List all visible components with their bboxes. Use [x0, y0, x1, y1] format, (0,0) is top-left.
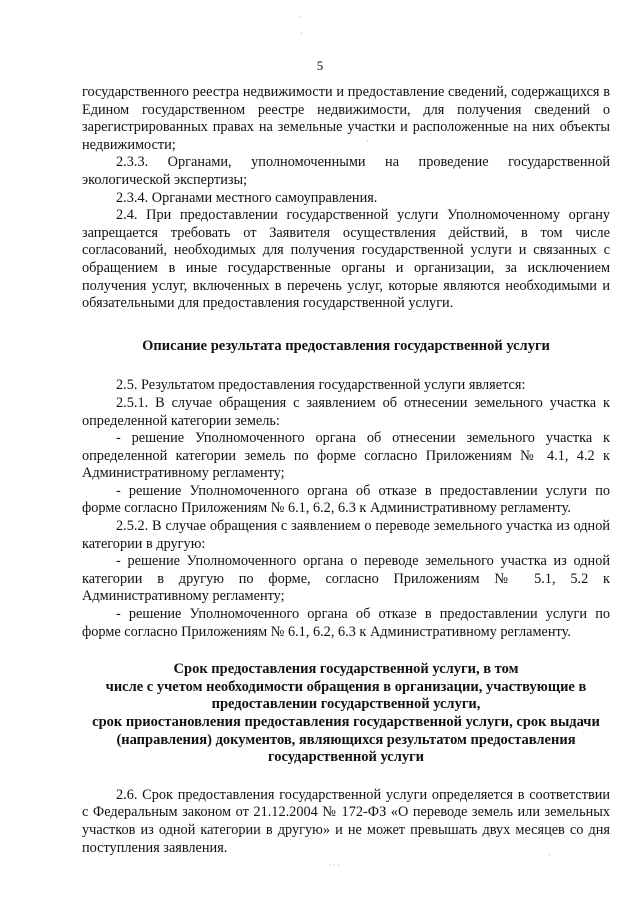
- heading-term-line: государственной услуги: [267, 749, 425, 766]
- paragraph-2-4: 2.4. При предоставлении государственной услуги Уполномоченному органу запрещается требовать от Заявителя осуществления действий, в том числе согласований, необходимых для получения государственной услуги и связанных с обращением в иные государственные органы и организации, за исключением получения услуг, включенных в перечень услуг, которые являются необходимыми и обязательными для предоставления государственной услуги.: [82, 207, 610, 312]
- scan-speck: ·: [298, 13, 301, 22]
- paragraph-2-5-2: 2.5.2. В случае обращения с заявлением о переводе земельного участка из одной категории в другую:: [82, 518, 610, 552]
- list-item-decision-assign: - решение Уполномоченного органа об отнесении земельного участка к определенной категории земель по форме согласно Приложениям № 4.1, 4.2 к Административному регламенту;: [82, 430, 610, 482]
- paragraph-2-6: 2.6. Срок предоставления государственной услуги определяется в соответствии с Федеральным законом от 21.12.2004 № 172-ФЗ «О переводе земель или земельных участков из одной категории в другую» и не может превышать двух месяцев со дня поступления заявления.: [82, 786, 610, 856]
- paragraph-2-3-3: 2.3.3. Органами, уполномоченными на проведение государственной экологической экспертизы;: [82, 154, 610, 188]
- list-item-decision-refuse-1: - решение Уполномоченного органа об отказе в предоставлении услуги по форме согласно Приложениям № 6.1, 6.2, 6.3 к Административному регламенту.: [82, 482, 610, 517]
- scan-speck: ·: [548, 851, 551, 860]
- heading-term-line: числе с учетом необходимости обращения в организации, участвующие в: [105, 678, 587, 695]
- scan-speck: ·: [366, 137, 369, 146]
- heading-term-line: Срок предоставления государственной услуги, в том: [173, 661, 519, 678]
- list-item-decision-transfer: - решение Уполномоченного органа о переводе земельного участка из одной категории в другую по форме, согласно Приложениям № 5.1, 5.2 к Административному регламенту;: [82, 553, 610, 605]
- scan-speck: · · ·: [328, 861, 340, 870]
- heading-term-line: предоставлении государственной услуги,: [211, 696, 481, 713]
- scan-speck: ·: [300, 29, 303, 38]
- page-number: 5: [316, 58, 324, 73]
- heading-term-line: срок приостановления предоставления государственной услуги, срок выдачи: [92, 714, 600, 730]
- list-item-decision-refuse-2: - решение Уполномоченного органа об отказе в предоставлении услуги по форме согласно Приложениям № 6.1, 6.2, 6.3 к Административному регламенту.: [82, 606, 610, 640]
- document-body: [82, 84, 610, 857]
- paragraph-2-5: 2.5. Результатом предоставления государственной услуги является:: [116, 377, 526, 394]
- paragraph-2-5-1: 2.5.1. В случае обращения с заявлением об отнесении земельного участка к определенной категории земель:: [82, 394, 610, 429]
- paragraph-2-3-4: 2.3.4. Органами местного самоуправления.: [116, 189, 378, 206]
- heading-term-line: (направления) документов, являющихся результатом предоставления: [116, 731, 576, 748]
- paragraph-registry-continuation: государственного реестра недвижимости и предоставление сведений, содержащихся в Едином государственном реестре недвижимости, для получения сведений о зарегистрированных правах на земельные участки и расположенные на них объекты недвижимости;: [82, 84, 610, 153]
- section-heading-result: Описание результата предоставления государственной услуги: [142, 337, 550, 354]
- section-heading-term: [82, 661, 610, 767]
